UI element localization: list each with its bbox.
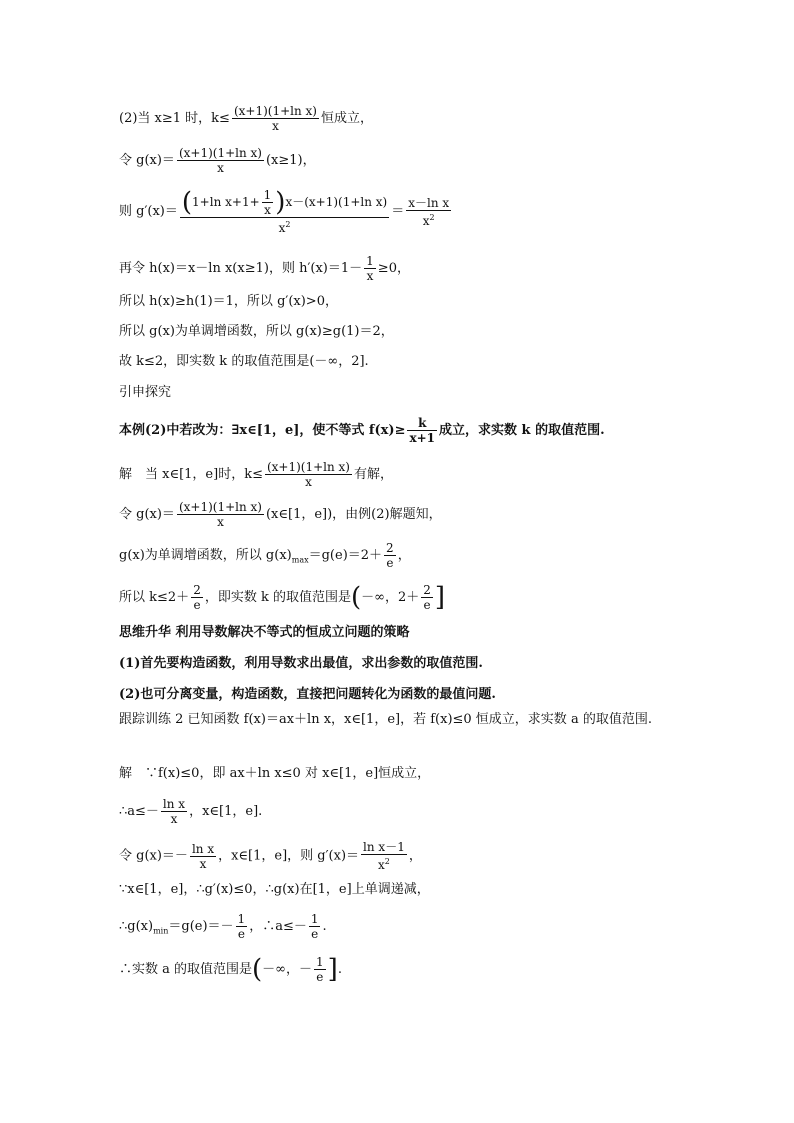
fraction (236, 912, 248, 941)
text: (2)当 x≥1 时，k≤ (119, 111, 230, 126)
text: －∞，2＋ (361, 590, 420, 605)
text: ， (397, 548, 411, 563)
text: 恒成立， (320, 111, 373, 126)
paren: ( (252, 954, 263, 985)
text: 本例(2)中若改为：∃x∈[1，e]，使不等式 f(x)≥ (119, 423, 406, 438)
fraction (161, 797, 187, 826)
text: ∴实数 a 的取值范围是 (119, 962, 253, 977)
fraction (406, 196, 451, 228)
fraction (314, 955, 326, 984)
fraction (190, 842, 216, 871)
text: 令 g(x)＝ (119, 153, 175, 168)
text: g(x)为单调增函数，所以 g(x) (119, 548, 292, 563)
denominator: x+1 (409, 431, 436, 445)
fraction (191, 583, 203, 612)
text: ，即实数 k 的取值范围是 (204, 590, 351, 605)
numerator: x－ln x (408, 195, 450, 210)
line-g-max (119, 541, 411, 570)
fraction (177, 500, 264, 529)
numerator: (x+1)(1+ln x) (178, 500, 262, 514)
numerator: (x+1)(1+ln x) (266, 460, 350, 474)
text: ，∴a≤－ (249, 919, 307, 934)
strategy-2: (2)也可分离变量，构造函数，直接把问题转化为函数的最值问题. (119, 687, 496, 702)
denominator: e (311, 927, 319, 941)
text: ＝g(e)＝－ (168, 919, 234, 934)
numerator: ln x (162, 797, 186, 811)
line-define-g (119, 146, 316, 175)
denominator: $x^2$ (422, 212, 435, 228)
numerator: (x+1)(1+ln x) (178, 146, 262, 160)
denominator: x (305, 475, 312, 489)
text: (x∈[1，e])，由例(2)解题知， (265, 507, 442, 522)
fraction (232, 104, 319, 133)
fraction (177, 146, 264, 175)
text: ∴g(x) (119, 919, 154, 934)
numerator: 1 (316, 955, 324, 969)
numerator: k (407, 416, 437, 431)
strategy-1: (1)首先要构造函数，利用导数求出最值，求出参数的取值范围. (119, 656, 483, 671)
fraction (364, 254, 376, 283)
text: ＝ (391, 204, 405, 219)
denominator: $x^2$ (278, 220, 291, 235)
line-exercise-solution: 解 ∵f(x)≤0，即 ax＋ln x≤0 对 x∈[1，e]恒成立， (119, 766, 431, 781)
fraction (265, 460, 352, 489)
line-g-min: $\therefore g(x)_{min}=g(e)=-$ $\frac{1}{e}$ ，∴a≤－ $\frac{1}{e}$ . (119, 912, 327, 941)
fraction (384, 541, 396, 570)
text: 成立，求实数 k 的取值范围. (439, 423, 605, 438)
text: ∴a≤－ (119, 804, 159, 819)
text: x－(x+1)(1+ln x) (285, 195, 388, 209)
text: ＝g(e)＝2＋ (308, 548, 383, 563)
paren: ( (350, 582, 362, 613)
text: (x≥1)， (265, 153, 316, 168)
text: 令 g(x)＝－ (119, 848, 188, 864)
text: 有解， (354, 467, 394, 482)
subscript: max (291, 555, 309, 565)
numerator: 2 (193, 583, 201, 597)
text: 再令 h(x)＝x－ln x(x≥1)，则 h′(x)＝1－ (119, 261, 363, 276)
line-k-range-2 (119, 583, 445, 612)
text: 令 g(x)＝ (119, 507, 175, 522)
denominator: e (193, 598, 201, 612)
denominator: e (316, 970, 324, 984)
numerator: ln x (191, 841, 215, 856)
numerator: 2 (386, 541, 394, 555)
line-define-g-3: 令 g(x)＝－ $\frac{\text{ln x}}{x}$ ，x∈[1，e]，则 g′(x)＝ $\frac{\text{ln x－1}}{x^2}$ ， (119, 840, 422, 872)
text: 则 g′(x)＝ (119, 204, 178, 219)
denominator: x (217, 515, 224, 529)
line-derivative-g (119, 188, 453, 235)
text: ，x∈[1，e]. (189, 804, 263, 819)
fraction (309, 912, 321, 941)
fraction (180, 188, 389, 235)
paren: ) (275, 187, 286, 218)
line-solution-start (119, 460, 393, 489)
bracket: ] (327, 954, 338, 985)
text: 1+ln x+1+ (192, 195, 260, 209)
line-a-bound (119, 797, 262, 826)
line-g-increasing: 所以 g(x)为单调增函数，所以 g(x)≥g(1)＝2， (119, 324, 394, 339)
line-k-range: 故 k≤2，即实数 k 的取值范围是(－∞，2]. (119, 354, 369, 369)
numerator: ln x－1 (363, 840, 405, 854)
denominator: e (237, 927, 245, 941)
paren: ( (181, 187, 193, 218)
fraction (421, 583, 433, 612)
denominator: x (170, 812, 178, 826)
line-a-range: ∴实数 a 的取值范围是(－∞，－ $\frac{1}{e}$ ]. (119, 954, 342, 985)
line-condition (119, 104, 373, 133)
text: 所以 k≤2＋ (119, 590, 190, 605)
denominator: $x^2$ (378, 857, 390, 872)
inner-fraction (262, 188, 274, 217)
numerator: 2 (423, 583, 431, 597)
fraction (361, 840, 407, 872)
line-define-h (119, 254, 410, 283)
numerator: 1 (263, 188, 272, 202)
numerator: 1 (310, 912, 319, 926)
bracket: ] (434, 582, 446, 613)
strategy-heading: 思维升华 利用导数解决不等式的恒成立问题的策略 (119, 625, 410, 640)
denominator: x (199, 856, 207, 871)
text: ≥0， (377, 261, 410, 276)
text: ，x∈[1，e]，则 g′(x)＝ (218, 848, 360, 864)
line-extension-problem (119, 416, 605, 445)
line-h-bound: 所以 h(x)≥h(1)＝1，所以 g′(x)>0， (119, 294, 338, 309)
numerator: 1 (237, 912, 246, 926)
text: －∞，－ (262, 962, 313, 977)
section-heading: 引申探究 (119, 385, 172, 400)
denominator: x (366, 269, 374, 283)
denominator: x (217, 161, 224, 175)
line-decreasing: ∵x∈[1，e]，∴g′(x)≤0，∴g(x)在[1，e]上单调递减， (119, 882, 430, 897)
denominator: x (272, 119, 279, 133)
denominator: e (423, 598, 431, 612)
fraction (407, 416, 437, 445)
numerator: (x+1)(1+ln x) (233, 104, 317, 118)
line-define-g-2 (119, 500, 442, 529)
numerator (180, 188, 389, 218)
text: 解 当 x∈[1，e]时，k≤ (119, 467, 263, 482)
denominator: e (386, 556, 394, 570)
exercise-problem: 跟踪训练 2 已知函数 f(x)＝ax＋ln x，x∈[1，e]，若 f(x)≤0 恒成立，求实数 a 的取值范围. (119, 712, 652, 727)
subscript: min (153, 926, 169, 936)
denominator: x (264, 203, 271, 217)
numerator: 1 (366, 254, 374, 268)
